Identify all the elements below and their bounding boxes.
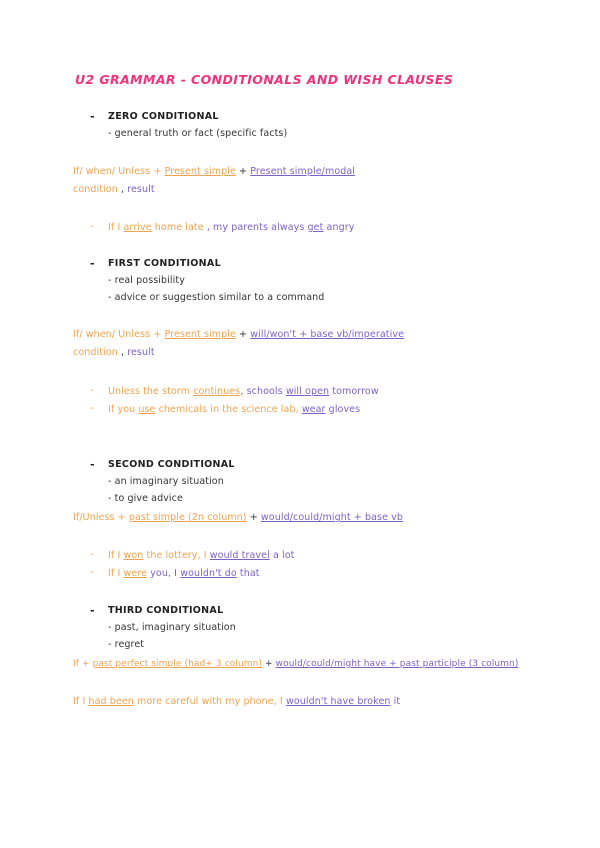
example-part: If I xyxy=(108,550,124,561)
example-part: If you xyxy=(108,404,139,415)
page-title: U2 GRAMMAR - CONDITIONALS AND WISH CLAUSES xyxy=(75,72,454,87)
label-result: result xyxy=(127,184,155,195)
third-point-1: - past, imaginary situation xyxy=(108,622,236,633)
example-verb: were xyxy=(123,568,148,579)
formula-condition: Present simple xyxy=(164,166,236,177)
example-part: you, I xyxy=(147,568,181,579)
example-part: Unless the storm xyxy=(108,386,194,397)
example-part: , my parents always xyxy=(203,222,308,233)
example-verb: won xyxy=(123,550,144,561)
example-part: a lot xyxy=(269,550,295,561)
zero-heading: ZERO CONDITIONAL xyxy=(108,111,219,122)
example-verb: wear xyxy=(301,404,326,415)
example-part: If I xyxy=(73,696,89,707)
label-condition: condition xyxy=(73,184,118,195)
third-formula xyxy=(73,658,518,670)
formula-part: If/ when/ Unless + xyxy=(73,329,165,340)
example-part: more careful with my phone, I xyxy=(133,696,286,707)
first-point-1: - real possibility xyxy=(108,275,185,286)
example-verb: wouldn't do xyxy=(180,568,237,579)
example-part: it xyxy=(390,696,401,707)
second-formula xyxy=(73,512,403,524)
second-example-2 xyxy=(108,568,260,580)
formula-result: will/won't + base vb/imperative xyxy=(250,329,405,340)
example-part: the lottery, I xyxy=(143,550,210,561)
formula-part: If/ when/ Unless + xyxy=(73,166,165,177)
first-formula xyxy=(73,329,404,341)
formula-part: If/Unless + xyxy=(73,512,129,523)
second-example-1 xyxy=(108,550,294,562)
example-part: angry xyxy=(323,222,355,233)
example-part: If I xyxy=(108,568,124,579)
label-sep: , xyxy=(117,347,128,358)
formula-part: If + xyxy=(73,659,93,669)
first-point-2: - advice or suggestion similar to a command xyxy=(108,292,325,303)
example-verb: would travel xyxy=(209,550,270,561)
example-part: that xyxy=(236,568,260,579)
second-point-1: - an imaginary situation xyxy=(108,476,224,487)
example-verb: wouldn't have broken xyxy=(285,696,391,707)
label-sep: , xyxy=(117,184,128,195)
third-example-1 xyxy=(73,696,400,708)
example-verb: continues xyxy=(193,386,241,397)
first-heading: FIRST CONDITIONAL xyxy=(108,258,221,269)
example-verb: get xyxy=(307,222,324,233)
zero-formula xyxy=(73,166,355,178)
label-condition: condition xyxy=(73,347,118,358)
section-dash: - xyxy=(90,604,95,617)
formula-condition: past perfect simple (had+ 3 column) xyxy=(92,659,263,669)
formula-result: Present simple/modal xyxy=(250,166,356,177)
example-part: chemicals in the science lab, xyxy=(155,404,302,415)
bullet: - xyxy=(90,567,94,578)
section-dash: - xyxy=(90,458,95,471)
formula-plus: + xyxy=(262,659,276,669)
example-verb: use xyxy=(138,404,156,415)
example-verb: had been xyxy=(88,696,134,707)
formula-result: would/could/might + base vb xyxy=(260,512,404,523)
second-heading: SECOND CONDITIONAL xyxy=(108,459,235,470)
formula-result: would/could/might have + past participle (3 column) xyxy=(275,659,519,669)
formula-plus: + xyxy=(246,512,261,523)
zero-labels xyxy=(73,184,155,196)
example-part: tomorrow xyxy=(329,386,379,397)
zero-point-1: - general truth or fact (specific facts) xyxy=(108,128,288,139)
first-labels xyxy=(73,347,155,359)
example-part: If I xyxy=(108,222,124,233)
bullet: - xyxy=(90,403,94,414)
label-result: result xyxy=(127,347,155,358)
formula-plus: + xyxy=(235,329,251,340)
bullet: - xyxy=(90,221,94,232)
section-dash: - xyxy=(90,257,95,270)
formula-condition: Present simple xyxy=(164,329,236,340)
first-example-1 xyxy=(108,386,379,398)
example-part: gloves xyxy=(325,404,361,415)
example-part: , schools xyxy=(240,386,286,397)
bullet: - xyxy=(90,385,94,396)
example-verb: will open xyxy=(285,386,330,397)
second-point-2: - to give advice xyxy=(108,493,183,504)
formula-condition: past simple (2n column) xyxy=(128,512,247,523)
first-example-2 xyxy=(108,404,360,416)
section-dash: - xyxy=(90,110,95,123)
third-heading: THIRD CONDITIONAL xyxy=(108,605,224,616)
third-point-2: - regret xyxy=(108,639,145,650)
zero-example xyxy=(108,222,354,234)
bullet: - xyxy=(90,549,94,560)
formula-plus: + xyxy=(235,166,251,177)
example-verb: arrive xyxy=(123,222,152,233)
example-part: home late xyxy=(151,222,204,233)
